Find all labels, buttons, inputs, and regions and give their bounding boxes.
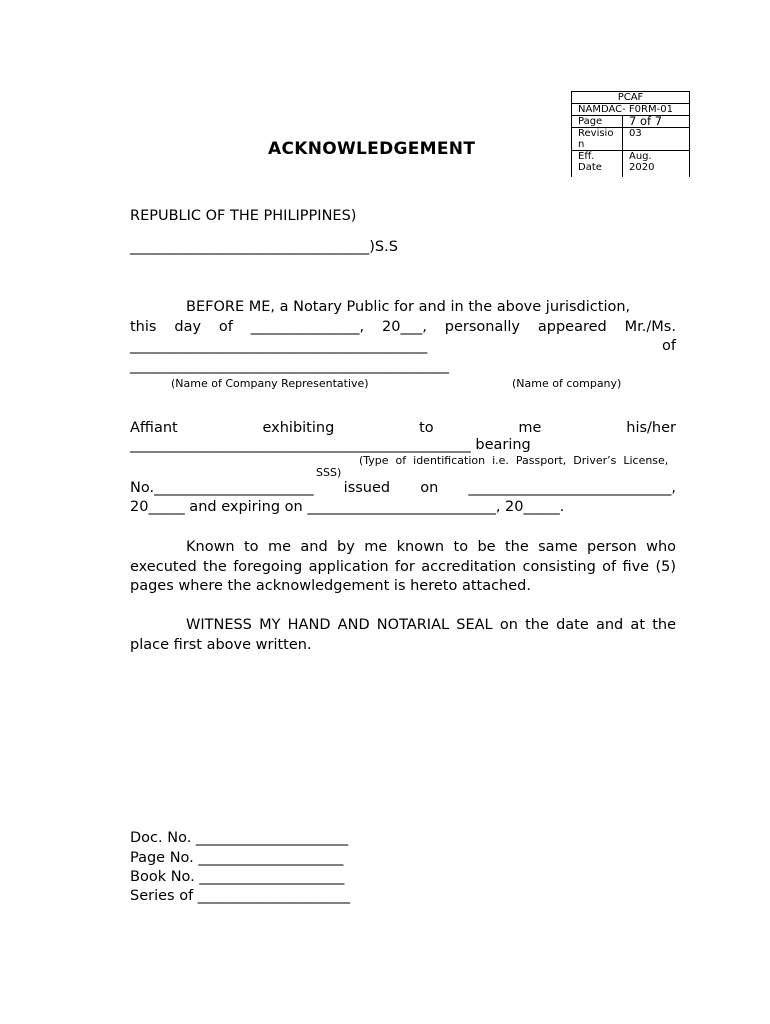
page-value: 7 of 7 xyxy=(623,116,690,128)
affiant-line1 xyxy=(130,420,676,436)
form-code: NAMDAC- F0RM-01 xyxy=(572,104,690,116)
caption-company-representative: (Name of Company Representative) xyxy=(171,377,369,390)
doc-no-field: Doc. No. _____________________ xyxy=(130,830,349,846)
date-year-blank: 20___, xyxy=(382,319,427,335)
word: Mr./Ms. xyxy=(624,319,676,335)
before-me-line2 xyxy=(130,319,676,335)
caption-identification: (Type of identification i.e. Passport, Driver’s License, xyxy=(359,454,669,467)
revision-label: Revisio n xyxy=(572,128,623,151)
book-no-field: Book No. ____________________ xyxy=(130,869,345,885)
word: of xyxy=(662,338,676,354)
word: issued xyxy=(343,480,391,496)
eff-date-value: Aug. 2020 xyxy=(623,151,690,178)
revision-value: 03 xyxy=(623,128,690,151)
word: day xyxy=(174,319,202,335)
word: exhibiting xyxy=(262,420,335,436)
word: on xyxy=(420,480,439,496)
caption-company: (Name of company) xyxy=(512,377,622,390)
caption-identification-cont: SSS) xyxy=(316,466,342,479)
before-me-line1: BEFORE ME, a Notary Public for and in the above jurisdiction, xyxy=(186,299,631,315)
id-number-blank: No.______________________ xyxy=(130,480,314,496)
representative-name-blank: _________________________________________ xyxy=(130,338,428,354)
word: to xyxy=(419,420,434,436)
word: personally xyxy=(444,319,520,335)
republic-line: REPUBLIC OF THE PHILIPPINES) xyxy=(130,208,357,224)
word: this xyxy=(130,319,157,335)
date-day-blank: _______________, xyxy=(250,319,365,335)
ss-line: _________________________________)S.S xyxy=(130,239,398,255)
eff-date-label: Eff. Date xyxy=(572,151,623,178)
word: me xyxy=(518,420,542,436)
word: Affiant xyxy=(130,420,178,436)
expiry-line: 20_____ and expiring on __________________________, 20_____. xyxy=(130,499,565,515)
issued-place-blank: ____________________________, xyxy=(468,480,676,496)
series-of-field: Series of _____________________ xyxy=(130,888,351,904)
form-info-table xyxy=(571,91,690,177)
word: appeared xyxy=(537,319,607,335)
witness-paragraph: WITNESS MY HAND AND NOTARIAL SEAL on the date and at the place first above written. xyxy=(130,617,676,653)
page-label: Page xyxy=(572,116,623,128)
page-no-field: Page No. ____________________ xyxy=(130,850,344,866)
identification-blank: _______________________________________________ bearing xyxy=(130,437,531,453)
id-number-line xyxy=(130,480,676,496)
document-title: ACKNOWLEDGEMENT xyxy=(268,139,476,159)
word: his/her xyxy=(626,420,676,436)
known-paragraph: Known to me and by me known to be the same person who executed the foregoing application for accreditation consisting of five (5) pages where the acknowledgement is hereto attached. xyxy=(130,539,676,594)
company-name-blank: ____________________________________________ xyxy=(130,358,449,374)
form-header: PCAF xyxy=(572,92,690,104)
before-me-line3 xyxy=(130,338,676,354)
word: of xyxy=(218,319,233,335)
